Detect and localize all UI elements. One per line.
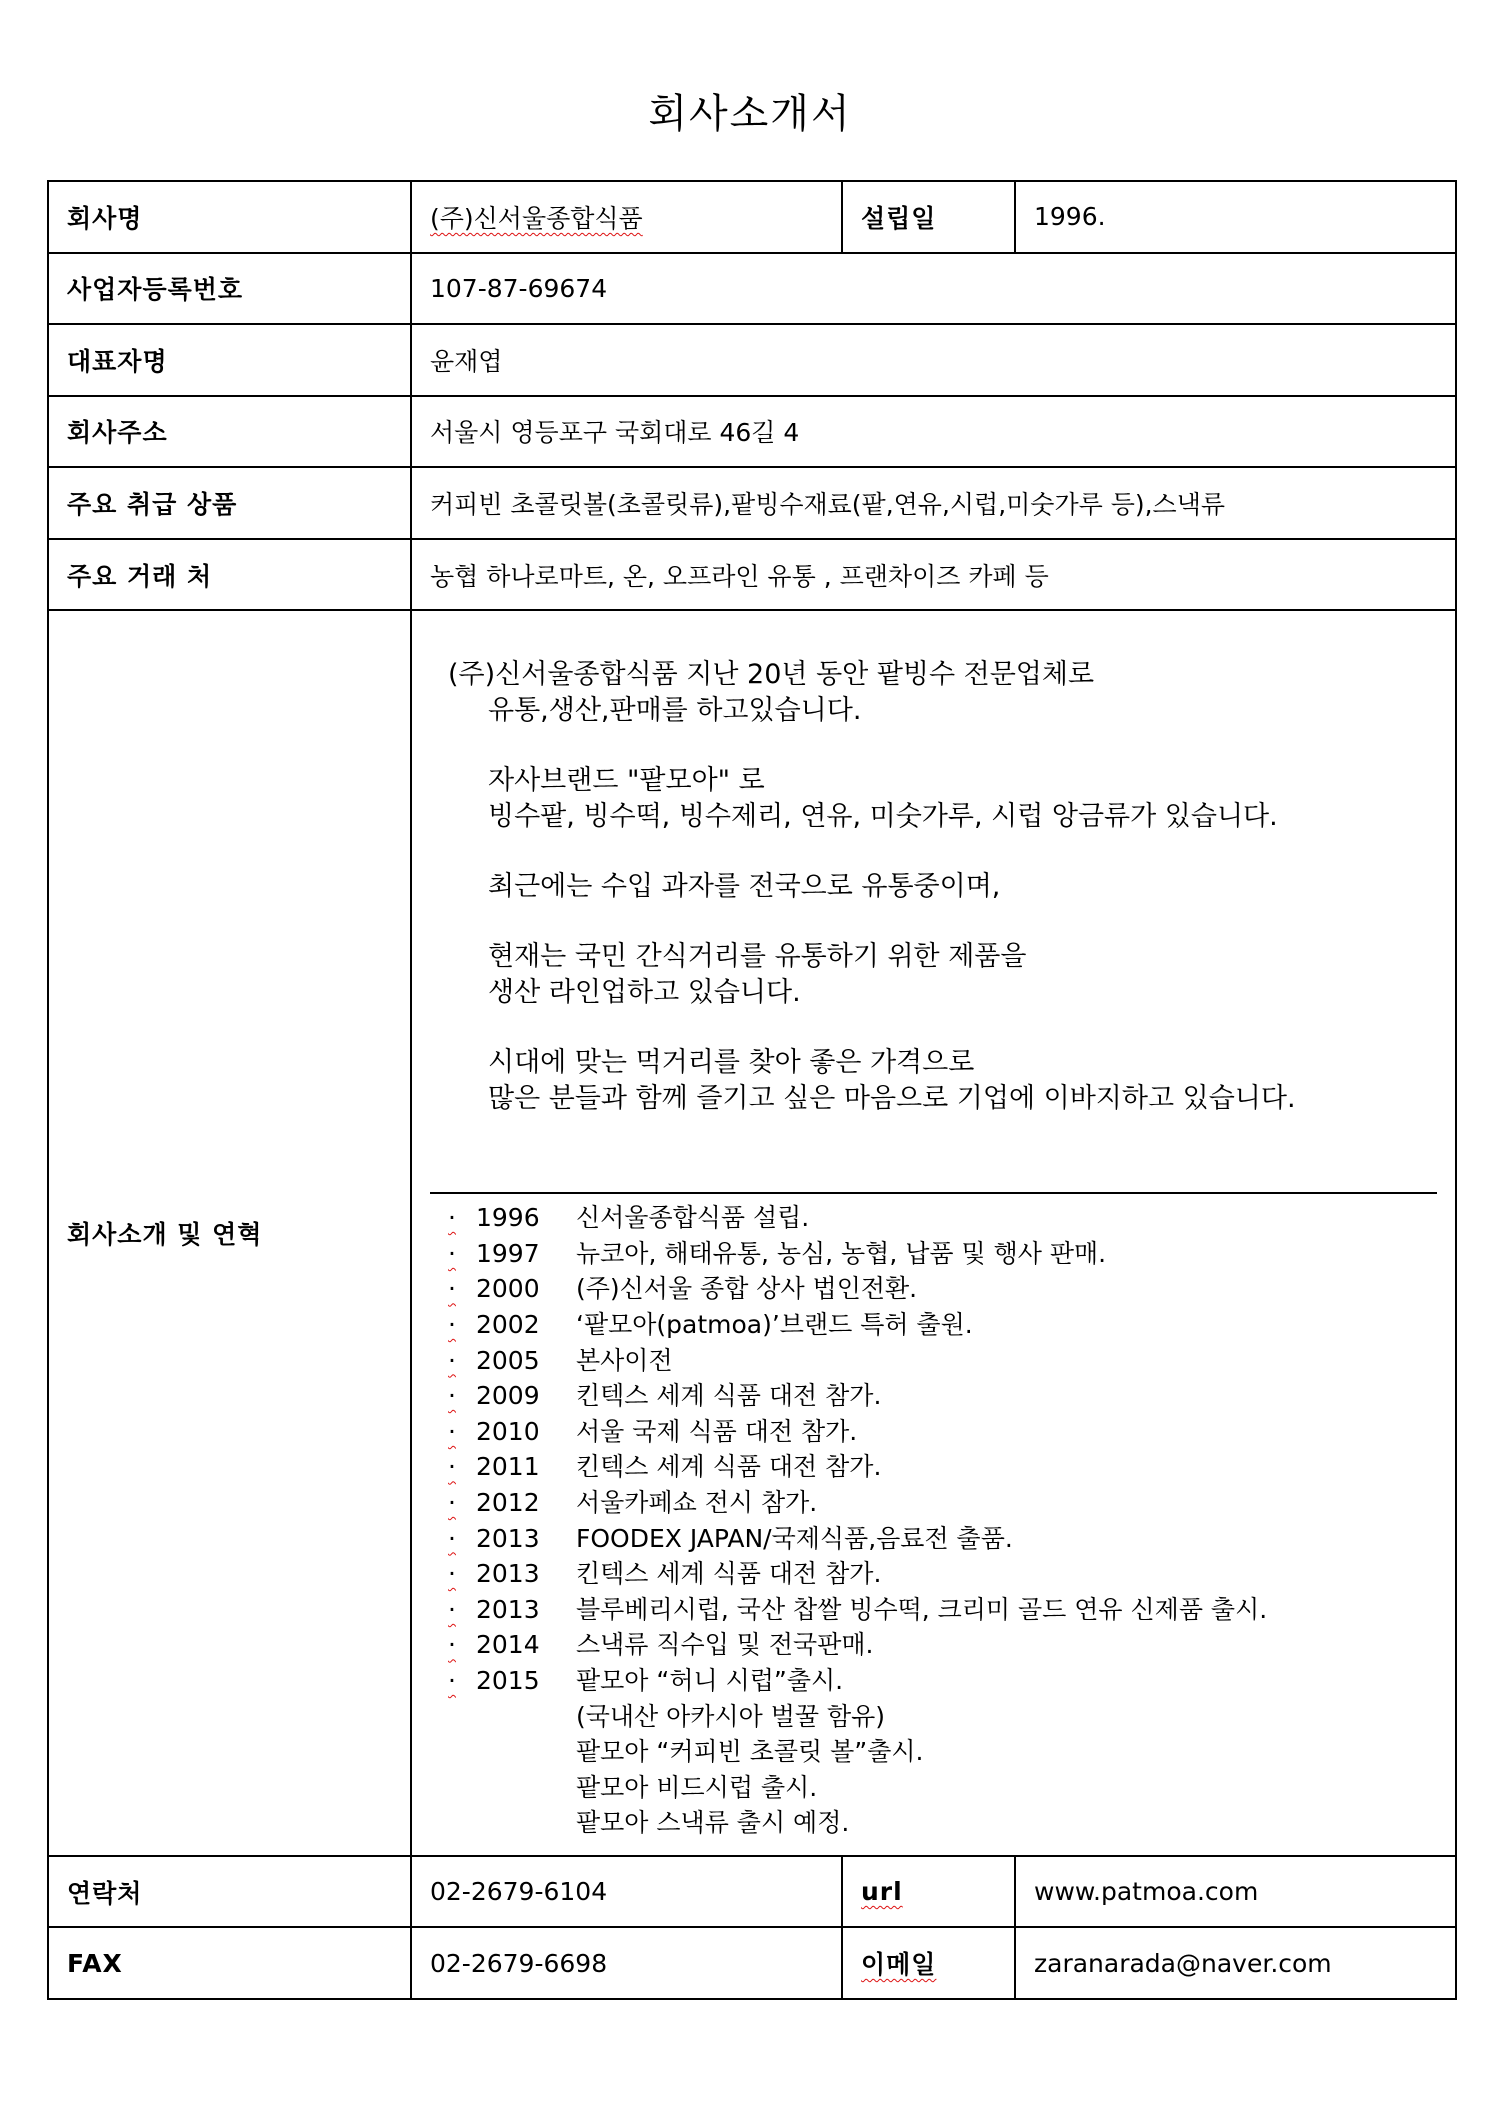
history-event: 킨텍스 세계 식품 대전 참가.	[576, 1452, 882, 1482]
intro-line: 시대에 맞는 먹거리를 찾아 좋은 가격으로	[488, 1047, 975, 1079]
history-year: 2005	[476, 1345, 540, 1375]
bullet: ·	[448, 1594, 456, 1624]
founded-value: 1996.	[1015, 181, 1456, 253]
intro-line: 빙수팥, 빙수떡, 빙수제리, 연유, 미숫가루, 시럽 앙금류가 있습니다.	[488, 801, 1278, 833]
contact-label: 연락처	[48, 1856, 411, 1928]
row-products	[48, 467, 1456, 539]
history-item	[448, 1627, 1419, 1663]
company-name-label: 회사명	[48, 181, 411, 253]
history-item	[448, 1414, 1419, 1450]
history-year: 2011	[476, 1452, 540, 1482]
company-name-value: (주)신서울종합식품	[411, 181, 842, 253]
ceo-value: 윤재엽	[411, 324, 1456, 396]
email-value: zaranarada@naver.com	[1015, 1927, 1456, 1999]
history-item	[448, 1592, 1419, 1628]
row-intro-history	[48, 610, 1456, 1856]
history-item	[448, 1271, 1419, 1307]
history-continuation: 팥모아 스낵류 출시 예정.	[576, 1808, 850, 1838]
intro-line: 생산 라인업하고 있습니다.	[488, 977, 801, 1009]
history-item	[448, 1200, 1419, 1236]
history-year: 2000	[476, 1274, 540, 1304]
products-label: 주요 취급 상품	[48, 467, 411, 539]
company-info-table	[47, 180, 1457, 2000]
history-item	[448, 1378, 1419, 1414]
history-year: 2010	[476, 1416, 540, 1446]
row-address	[48, 396, 1456, 468]
company-introduction	[430, 625, 1437, 1194]
bullet: ·	[448, 1203, 456, 1233]
bullet: ·	[448, 1381, 456, 1411]
fax-value: 02-2679-6698	[411, 1927, 842, 1999]
history-event: 팥모아 “허니 시럽”출시.	[576, 1665, 844, 1695]
history-item	[448, 1307, 1419, 1343]
history-item	[448, 1663, 1419, 1699]
history-year: 2013	[476, 1594, 540, 1624]
history-item	[448, 1556, 1419, 1592]
contact-value: 02-2679-6104	[411, 1856, 842, 1928]
intro-line: 자사브랜드 "팥모아" 로	[488, 765, 765, 797]
intro-line: 많은 분들과 함께 즐기고 싶은 마음으로 기업에 이바지하고 있습니다.	[488, 1083, 1296, 1115]
history-continuation: 팥모아 비드시럽 출시.	[576, 1772, 818, 1802]
history-year: 2015	[476, 1665, 540, 1695]
bullet: ·	[448, 1487, 456, 1517]
history-year: 2009	[476, 1381, 540, 1411]
history-year: 2012	[476, 1487, 540, 1517]
intro-line: 현재는 국민 간식거리를 유통하기 위한 제품을	[488, 941, 1027, 973]
history-event: 킨텍스 세계 식품 대전 참가.	[576, 1381, 882, 1411]
history-event: ‘팥모아(patmoa)’브랜드 특허 출원.	[576, 1310, 973, 1339]
bullet: ·	[448, 1559, 456, 1589]
history-year: 2013	[476, 1559, 540, 1589]
bullet: ·	[448, 1665, 456, 1695]
history-event: 뉴코아, 해태유통, 농심, 농협, 납품 및 행사 판매.	[576, 1238, 1107, 1268]
intro-line: 최근에는 수입 과자를 전국으로 유통중이며,	[488, 871, 1001, 903]
products-value: 커피빈 초콜릿볼(초콜릿류),팥빙수재료(팥,연유,시럽,미숫가루 등),스낵류	[411, 467, 1456, 539]
history-year: 1996	[476, 1203, 540, 1233]
history-item	[448, 1449, 1419, 1485]
history-item	[448, 1485, 1419, 1521]
bullet: ·	[448, 1238, 456, 1268]
intro-line: (주)신서울종합식품 지난 20년 동안 팥빙수 전문업체로	[448, 659, 1095, 691]
company-history	[430, 1194, 1437, 1841]
history-item	[448, 1343, 1419, 1379]
history-event: FOODEX JAPAN/국제식품,음료전 출품.	[576, 1523, 1013, 1553]
row-contact	[48, 1856, 1456, 1928]
url-label: url	[842, 1856, 1015, 1928]
bizno-value: 107-87-69674	[411, 253, 1456, 325]
row-partners	[48, 539, 1456, 611]
history-item	[448, 1521, 1419, 1557]
history-event: (주)신서울 종합 상사 법인전환.	[576, 1274, 918, 1304]
bullet: ·	[448, 1630, 456, 1660]
bullet: ·	[448, 1310, 456, 1339]
history-event: 본사이전	[576, 1345, 673, 1375]
url-value: www.patmoa.com	[1015, 1856, 1456, 1928]
bullet: ·	[448, 1523, 456, 1553]
history-year: 2013	[476, 1523, 540, 1553]
email-label: 이메일	[842, 1927, 1015, 1999]
founded-label: 설립일	[842, 181, 1015, 253]
row-bizno	[48, 253, 1456, 325]
history-continuation: (국내산 아카시아 벌꿀 함유)	[576, 1701, 885, 1731]
intro-line: 유통,생산,판매를 하고있습니다.	[488, 695, 862, 727]
history-event: 서울카페쇼 전시 참가.	[576, 1487, 818, 1517]
intro-history-cell	[411, 610, 1456, 1856]
fax-label: FAX	[48, 1927, 411, 1999]
history-event: 블루베리시럽, 국산 찹쌀 빙수떡, 크리미 골드 연유 신제품 출시.	[576, 1594, 1268, 1624]
history-item	[448, 1236, 1419, 1272]
row-ceo	[48, 324, 1456, 396]
address-value: 서울시 영등포구 국회대로 46길 4	[411, 396, 1456, 468]
bullet: ·	[448, 1274, 456, 1304]
page-title: 회사소개서	[648, 91, 852, 137]
history-event: 신서울종합식품 설립.	[576, 1203, 810, 1233]
partners-label: 주요 거래 처	[48, 539, 411, 611]
bullet: ·	[448, 1345, 456, 1375]
history-continuation: 팥모아 “커피빈 초콜릿 볼”출시.	[576, 1737, 924, 1767]
partners-value: 농협 하나로마트, 온, 오프라인 유통 , 프랜차이즈 카페 등	[411, 539, 1456, 611]
intro-label: 회사소개 및 연혁	[48, 610, 411, 1856]
history-event: 서울 국제 식품 대전 참가.	[576, 1416, 858, 1446]
history-year: 2002	[476, 1310, 540, 1339]
row-company-name	[48, 181, 1456, 253]
history-year: 2014	[476, 1630, 540, 1660]
history-event: 킨텍스 세계 식품 대전 참가.	[576, 1559, 882, 1589]
ceo-label: 대표자명	[48, 324, 411, 396]
bullet: ·	[448, 1452, 456, 1482]
row-fax	[48, 1927, 1456, 1999]
address-label: 회사주소	[48, 396, 411, 468]
history-event: 스낵류 직수입 및 전국판매.	[576, 1630, 874, 1660]
history-year: 1997	[476, 1238, 540, 1268]
bullet: ·	[448, 1416, 456, 1446]
bizno-label: 사업자등록번호	[48, 253, 411, 325]
